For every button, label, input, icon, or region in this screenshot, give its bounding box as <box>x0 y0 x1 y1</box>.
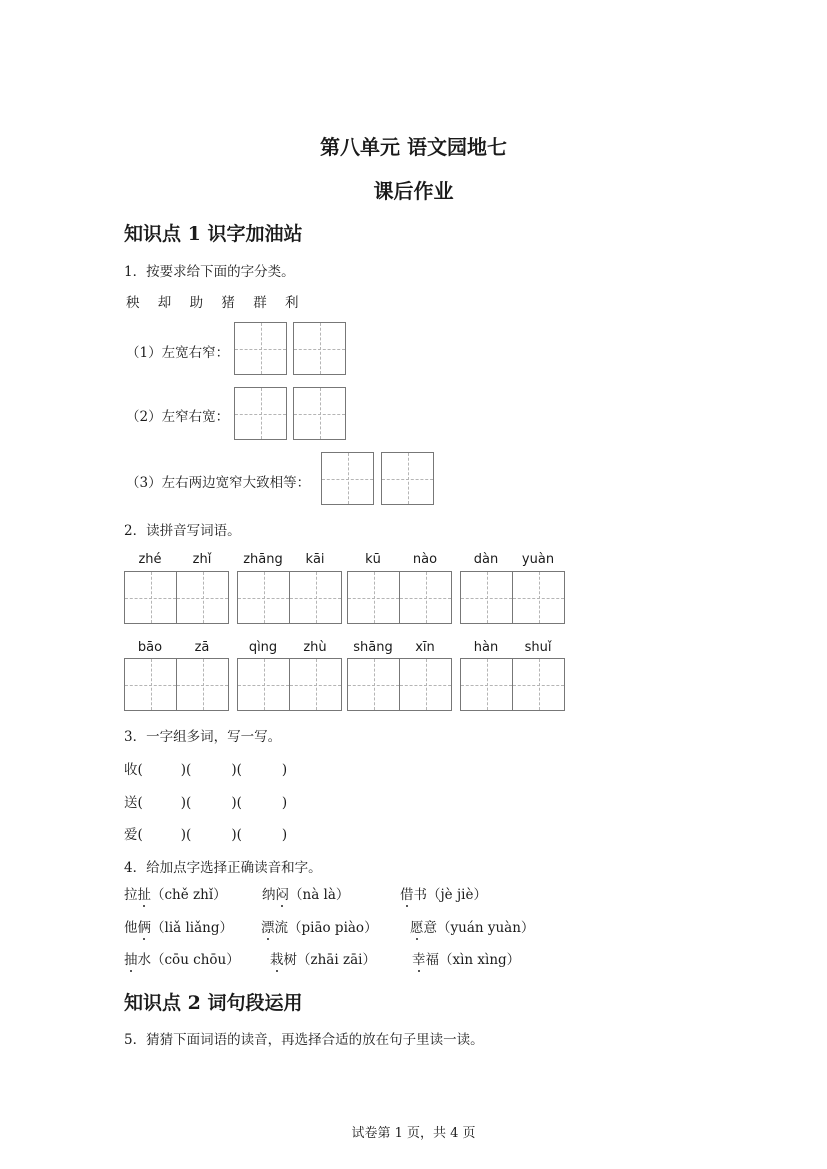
writing-grid[interactable] <box>381 452 434 505</box>
char-plain: 树 <box>283 952 297 968</box>
pinyin-label: zhāng <box>243 552 283 567</box>
char-plain: 他 <box>124 920 138 936</box>
char-item: 助 <box>189 295 204 311</box>
paren-mid: )( <box>180 795 192 811</box>
page-footer: 试卷第 1 页，共 4 页 <box>351 1126 476 1141</box>
writing-grid[interactable] <box>289 571 342 624</box>
pinyin-options: （cōu chōu） <box>151 952 240 968</box>
char-plain: 流 <box>274 920 288 936</box>
reading-item[interactable] <box>261 916 378 936</box>
question-3-row <box>124 791 287 811</box>
writing-grid[interactable] <box>512 571 565 624</box>
char-dotted: 愿 <box>410 916 424 936</box>
pinyin-label: shuǐ <box>524 640 552 655</box>
reading-item[interactable] <box>124 883 227 903</box>
writing-grid[interactable] <box>237 658 290 711</box>
pinyin-label: bāo <box>137 640 163 655</box>
question-1-item-2: （2）左窄右宽： <box>126 409 230 425</box>
paren-mid: )( <box>180 827 192 843</box>
pinyin-label: shāng <box>353 640 393 655</box>
paren-mid: )( <box>231 762 242 778</box>
pinyin-options: （piāo piào） <box>288 920 378 936</box>
pinyin-label: hàn <box>473 640 499 655</box>
paren-open: ( <box>137 827 143 843</box>
pinyin-options: （zhāi zāi） <box>297 952 376 968</box>
writing-grid[interactable] <box>399 571 452 624</box>
writing-grid[interactable] <box>460 571 513 624</box>
reading-item[interactable] <box>400 883 487 903</box>
reading-item[interactable] <box>412 948 520 968</box>
reading-item[interactable] <box>410 916 534 936</box>
reading-item[interactable] <box>262 883 349 903</box>
paren-mid: )( <box>231 827 242 843</box>
question-3-row <box>124 823 287 843</box>
char-dotted: 闷 <box>276 883 290 903</box>
writing-grid[interactable] <box>124 571 177 624</box>
question-1-item-3: （3）左右两边宽窄大致相等： <box>126 475 311 491</box>
pinyin-label: zā <box>194 640 210 655</box>
writing-grid[interactable] <box>176 571 229 624</box>
pinyin-options: （xìn xìng） <box>439 952 521 968</box>
char-plain: 纳 <box>262 887 276 903</box>
word-char: 送 <box>124 795 138 811</box>
question-1-item-1: （1）左宽右窄： <box>126 345 230 361</box>
writing-grid[interactable] <box>347 571 400 624</box>
pinyin-label: xīn <box>415 640 435 655</box>
pinyin-label: zhù <box>303 640 327 655</box>
char-item: 猪 <box>221 295 235 311</box>
reading-item[interactable] <box>124 948 240 968</box>
reading-item[interactable] <box>124 916 233 936</box>
pinyin-label: dàn <box>473 552 499 567</box>
char-item: 利 <box>284 295 299 311</box>
char-plain: 意 <box>423 920 437 936</box>
writing-grid[interactable] <box>289 658 342 711</box>
pinyin-label: kāi <box>305 552 325 567</box>
question-4-prompt: 4．给加点字选择正确读音和字。 <box>124 860 322 876</box>
char-plain: 书 <box>413 887 427 903</box>
question-3-prompt: 3．一字组多词，写一写。 <box>124 729 282 745</box>
word-char: 爱 <box>124 827 138 843</box>
char-dotted: 抽 <box>124 948 138 968</box>
word-char: 收 <box>124 762 138 778</box>
pinyin-label: kū <box>365 552 381 567</box>
pinyin-options: （liǎ liǎng） <box>151 920 233 936</box>
writing-grid[interactable] <box>176 658 229 711</box>
section-heading-1: 知识点 1 识字加油站 <box>124 223 303 245</box>
pinyin-label: zhǐ <box>192 552 212 567</box>
paren-mid: )( <box>231 795 242 811</box>
writing-grid[interactable] <box>293 387 346 440</box>
page-subtitle: 课后作业 <box>373 179 454 203</box>
paren-open: ( <box>137 762 143 778</box>
reading-item[interactable] <box>270 948 376 968</box>
writing-grid[interactable] <box>399 658 452 711</box>
question-1-chars <box>126 291 298 311</box>
writing-grid[interactable] <box>293 322 346 375</box>
char-dotted: 漂 <box>261 916 275 936</box>
paren-open: ( <box>137 795 143 811</box>
paren-close: ) <box>281 795 288 811</box>
pinyin-options: （jè jiè） <box>427 887 487 903</box>
question-5-prompt: 5．猜猜下面词语的读音，再选择合适的放在句子里读一读。 <box>124 1032 484 1048</box>
char-item: 却 <box>157 295 172 311</box>
pinyin-options: （nà là） <box>289 887 350 903</box>
char-dotted: 幸 <box>412 948 426 968</box>
paren-close: ) <box>281 827 288 843</box>
writing-grid[interactable] <box>234 322 287 375</box>
pinyin-label: zhé <box>138 552 162 567</box>
pinyin-label: yuàn <box>521 552 555 567</box>
paren-mid: )( <box>180 762 192 778</box>
writing-grid[interactable] <box>460 658 513 711</box>
char-plain: 水 <box>137 952 151 968</box>
writing-grid[interactable] <box>237 571 290 624</box>
paren-close: ) <box>281 762 288 778</box>
writing-grid[interactable] <box>512 658 565 711</box>
pinyin-options: （yuán yuàn） <box>437 920 535 936</box>
char-dotted: 借 <box>400 883 414 903</box>
writing-grid[interactable] <box>124 658 177 711</box>
char-item: 群 <box>253 295 267 311</box>
writing-grid[interactable] <box>347 658 400 711</box>
char-item: 秧 <box>126 295 140 311</box>
pinyin-options: （chě zhǐ） <box>151 887 227 903</box>
writing-grid[interactable] <box>321 452 374 505</box>
pinyin-label: qìng <box>248 640 278 655</box>
section-heading-2: 知识点 2 词句段运用 <box>124 992 303 1014</box>
pinyin-label: nào <box>412 552 438 567</box>
question-3-row <box>124 758 287 778</box>
char-plain: 拉 <box>124 887 138 903</box>
question-2-prompt: 2．读拼音写词语。 <box>124 523 241 539</box>
char-plain: 福 <box>425 952 439 968</box>
question-1-prompt: 1．按要求给下面的字分类。 <box>124 264 295 280</box>
char-dotted: 扯 <box>138 883 152 903</box>
char-dotted: 俩 <box>138 916 152 936</box>
char-dotted: 栽 <box>270 948 284 968</box>
writing-grid[interactable] <box>234 387 287 440</box>
page-title: 第八单元 语文园地七 <box>320 135 507 159</box>
